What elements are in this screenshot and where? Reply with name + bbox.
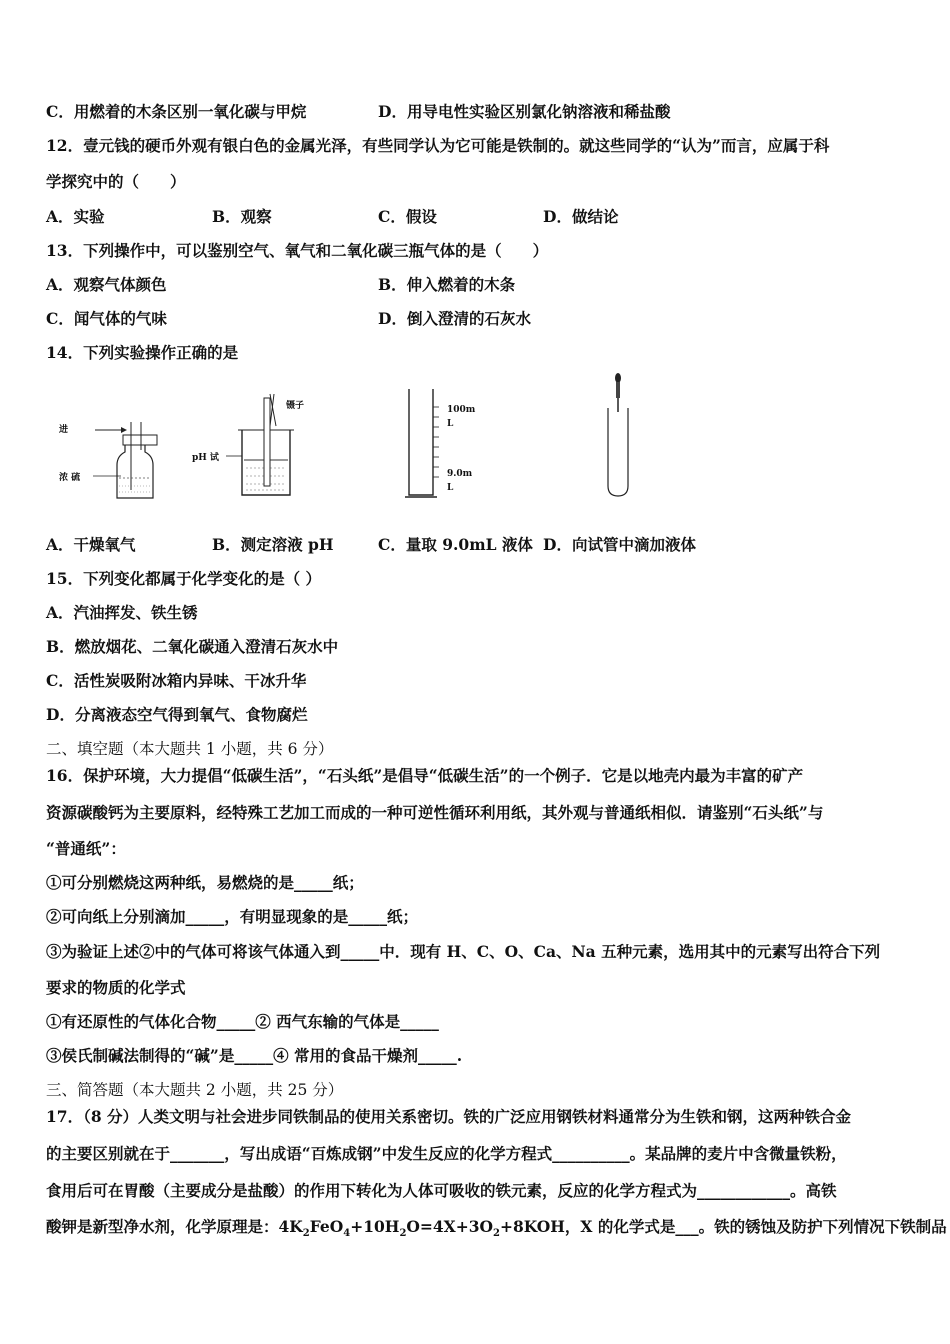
q11-option-d: D．用导电性实验区别氯化钠溶液和稀盐酸 bbox=[378, 102, 671, 121]
q17-sub-h2: 2 bbox=[399, 1228, 407, 1240]
q11-option-c: C．用燃着的木条区别一氧化碳与甲烷 bbox=[46, 102, 307, 121]
dropper-test-tube-drawing bbox=[598, 372, 638, 502]
q14-option-d: D．向试管中滴加液体 bbox=[543, 535, 696, 554]
gas-washing-bottle-drawing bbox=[55, 410, 165, 505]
label-ph-paper: pH 试 bbox=[192, 453, 219, 463]
figure-graduated-cylinder bbox=[395, 385, 485, 505]
q13-option-a: A．观察气体颜色 bbox=[46, 275, 167, 294]
q14-stem: 14．下列实验操作正确的是 bbox=[46, 343, 239, 362]
q17-line2: 的主要区别就在于_______，写出成语“百炼成钢”中发生反应的化学方程式__________。某品牌的麦片中含微量铁粉， bbox=[46, 1144, 847, 1163]
q13-option-b: B．伸入燃着的木条 bbox=[378, 275, 516, 294]
q17-line4-part-d: O=4X+3O bbox=[406, 1217, 493, 1236]
q16-line7: 要求的物质的化学式 bbox=[46, 978, 186, 997]
figure-gas-washing-bottle bbox=[55, 410, 165, 505]
q17-line4-part-c: +10H bbox=[350, 1217, 400, 1236]
q17-sub-o2: 2 bbox=[492, 1228, 500, 1240]
q16-line4: ①可分别燃烧这两种纸，易燃烧的是_____纸； bbox=[46, 873, 364, 892]
q16-line5: ②可向纸上分别滴加_____，有明显现象的是_____纸； bbox=[46, 907, 419, 926]
q15-option-a: A．汽油挥发、铁生锈 bbox=[46, 603, 198, 622]
q17-line4-part-b: FeO bbox=[309, 1217, 344, 1236]
q16-line3: “普通纸”： bbox=[46, 839, 126, 858]
q17-line4-part-a: 酸钾是新型净水剂，化学原理是：4K bbox=[46, 1217, 303, 1236]
q14-option-c: C．量取 9.0mL 液体 bbox=[378, 535, 533, 554]
q12-option-b: B．观察 bbox=[212, 207, 272, 226]
q16-line2: 资源碳酸钙为主要原料，经特殊工艺加工而成的一种可逆性循环利用纸，其外观与普通纸相似．请鉴别“石头纸”与 bbox=[46, 803, 824, 822]
label-vol-100: 100m bbox=[447, 405, 476, 415]
q12-option-c: C．假设 bbox=[378, 207, 437, 226]
q16-line1: 16．保护环境，大力提倡“低碳生活”，“石头纸”是倡导“低碳生活”的一个例子．它是以地壳内最为丰富的矿产 bbox=[46, 766, 804, 785]
label-inlet: 进 bbox=[59, 425, 69, 435]
q17-line4-part-e: +8KOH，X 的化学式是___。铁的锈蚀及防护下列情况下铁制品 bbox=[499, 1217, 947, 1236]
q15-option-d: D．分离液态空气得到氧气、食物腐烂 bbox=[46, 705, 308, 724]
q14-option-b: B．测定溶液 pH bbox=[212, 535, 334, 554]
section-heading-short-answer: 三、简答题（本大题共 2 小题，共 25 分） bbox=[46, 1081, 344, 1099]
q12-option-d: D．做结论 bbox=[543, 207, 619, 226]
figure-dropper-test-tube bbox=[598, 372, 638, 502]
q17-line4 bbox=[46, 1217, 947, 1244]
label-unit-100: L bbox=[447, 419, 454, 429]
q16-line6: ③为验证上述②中的气体可将该气体通入到_____中．现有 H、C、O、Ca、Na 五种元素，选用其中的元素写出符合下列 bbox=[46, 942, 881, 961]
q15-option-c: C．活性炭吸附冰箱内异味、干冰升华 bbox=[46, 671, 307, 690]
label-unit-9: L bbox=[447, 483, 454, 493]
beaker-drawing bbox=[190, 390, 330, 505]
label-conc-acid: 浓 硫 bbox=[59, 473, 81, 483]
q12-option-a: A．实验 bbox=[46, 207, 105, 226]
graduated-cylinder-drawing bbox=[395, 385, 485, 505]
q17-sub-o4: 4 bbox=[343, 1228, 351, 1240]
label-tweezers: 镊子 bbox=[286, 401, 305, 411]
q17-sub-k2: 2 bbox=[302, 1228, 310, 1240]
q12-stem-line1: 12．壹元钱的硬币外观有银白色的金属光泽，有些同学认为它可能是铁制的。就这些同学的“认为”而言，应属于科 bbox=[46, 136, 830, 155]
label-vol-9: 9.0m bbox=[447, 469, 473, 479]
q13-option-c: C．闻气体的气味 bbox=[46, 309, 167, 328]
section-heading-fill-in: 二、填空题（本大题共 1 小题，共 6 分） bbox=[46, 740, 334, 758]
q15-stem: 15．下列变化都属于化学变化的是（ ） bbox=[46, 569, 321, 588]
figure-beaker-ph bbox=[190, 390, 330, 505]
q13-stem: 13．下列操作中，可以鉴别空气、氧气和二氧化碳三瓶气体的是（ ） bbox=[46, 241, 549, 260]
q14-option-a: A．干燥氧气 bbox=[46, 535, 136, 554]
q16-line8: ①有还原性的气体化合物_____② 西气东输的气体是_____ bbox=[46, 1012, 439, 1031]
q17-line1: 17．（8 分）人类文明与社会进步同铁制品的使用关系密切。铁的广泛应用钢铁材料通常分为生铁和钢，这两种铁合金 bbox=[46, 1107, 852, 1126]
q17-line3: 食用后可在胃酸（主要成分是盐酸）的作用下转化为人体可吸收的铁元素，反应的化学方程式为____________。高铁 bbox=[46, 1181, 837, 1200]
q12-stem-line2: 学探究中的（ ） bbox=[46, 172, 186, 191]
q15-option-b: B．燃放烟花、二氧化碳通入澄清石灰水中 bbox=[46, 637, 339, 656]
q16-line9: ③侯氏制碱法制得的“碱”是_____④ 常用的食品干燥剂_____. bbox=[46, 1046, 463, 1065]
q13-option-d: D．倒入澄清的石灰水 bbox=[378, 309, 531, 328]
